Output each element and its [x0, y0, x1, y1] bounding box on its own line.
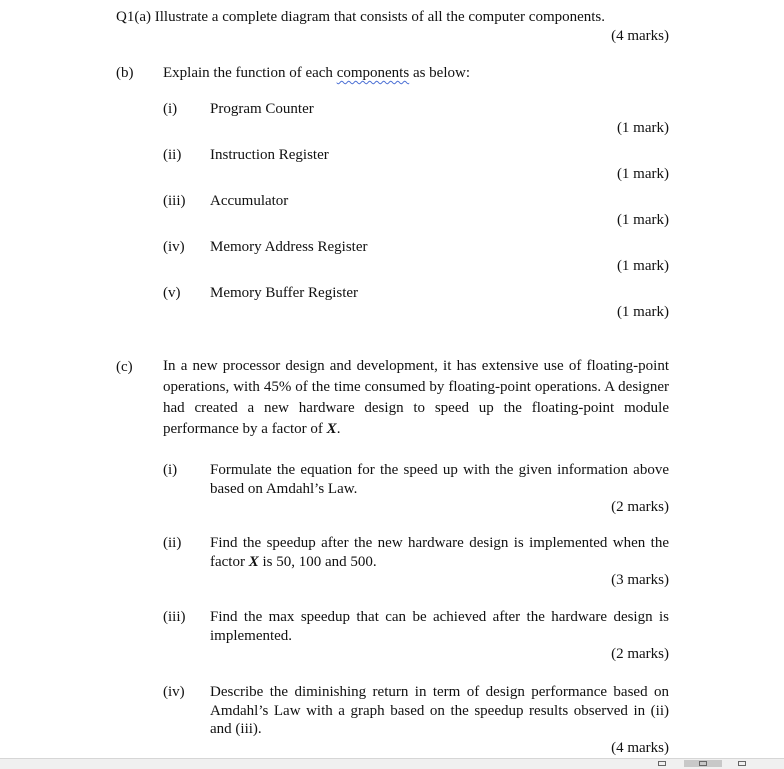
web-layout-button[interactable] [735, 760, 749, 767]
c-item-text-pre: Find the speedup after the new hardware design is implemented when the factor [210, 535, 669, 570]
b-item-text: Memory Address Register [210, 239, 368, 255]
question-c-label: (c) [116, 359, 133, 375]
c-item-text [210, 683, 669, 739]
c-item-text-pre: Formulate the equation for the speed up with the given information above based on Amdahl’s Law. [210, 462, 669, 497]
c-item-num: (iii) [163, 609, 186, 625]
b-item-text: Accumulator [210, 193, 289, 209]
b-item-marks: (1 mark) [616, 120, 669, 136]
read-mode-icon [658, 761, 666, 766]
b-item-num: (i) [163, 101, 178, 117]
factor-variable: X [248, 553, 259, 570]
question-a-label: Q1(a) [116, 9, 151, 25]
status-bar [0, 758, 784, 769]
c-item-text [210, 534, 669, 571]
b-item-num: (ii) [163, 147, 182, 163]
c-item-text [210, 608, 669, 645]
c-item-text-pre: Describe the diminishing return in term of design performance based on Amdahl’s Law with a graph based on the speedup results observed in (ii) and (iii). [210, 684, 669, 737]
question-a-text: Illustrate a complete diagram that consists of all the computer components. [154, 9, 606, 25]
c-item-text [210, 461, 669, 498]
question-a-marks: (4 marks) [611, 28, 669, 44]
spellcheck-word[interactable]: components [336, 65, 410, 81]
b-item-num: (iv) [163, 239, 185, 255]
question-b-text-pre: Explain the function of each [163, 65, 337, 81]
question-b-text [163, 64, 470, 82]
c-item-num: (i) [163, 462, 178, 478]
question-b-text-post: as below: [409, 65, 471, 81]
question-c-text [163, 356, 669, 440]
b-item-num: (v) [163, 285, 181, 301]
b-item-marks: (1 mark) [616, 166, 669, 182]
print-layout-icon [699, 761, 707, 766]
b-item-num: (iii) [163, 193, 186, 209]
read-mode-button[interactable] [655, 760, 669, 767]
b-item-marks: (1 mark) [616, 258, 669, 274]
b-item-text: Program Counter [210, 101, 314, 117]
c-item-marks: (4 marks) [611, 740, 669, 756]
c-item-marks: (2 marks) [611, 646, 669, 662]
question-c-text-pre: In a new processor design and development, it has extensive use of floating-point operations, with 45% of the time consumed by floating-point operations. A designer had created a new hardware design to speed up the floating-point module performance by a factor of [163, 358, 669, 437]
c-item-text-pre: Find the max speedup that can be achieved after the hardware design is implemented. [210, 609, 669, 644]
c-item-marks: (3 marks) [611, 572, 669, 588]
question-a-heading [116, 8, 605, 26]
factor-variable: X [326, 421, 337, 437]
b-item-marks: (1 mark) [616, 212, 669, 228]
b-item-text: Instruction Register [210, 147, 329, 163]
question-c-text-post: . [336, 421, 341, 437]
question-b-label: (b) [116, 65, 134, 81]
b-item-marks: (1 mark) [616, 304, 669, 320]
web-layout-icon [738, 761, 746, 766]
b-item-text: Memory Buffer Register [210, 285, 359, 301]
c-item-num: (iv) [163, 684, 185, 700]
c-item-text-post: is 50, 100 and 500. [258, 553, 377, 570]
c-item-num: (ii) [163, 535, 182, 551]
c-item-marks: (2 marks) [611, 499, 669, 515]
print-layout-button[interactable] [684, 760, 722, 767]
